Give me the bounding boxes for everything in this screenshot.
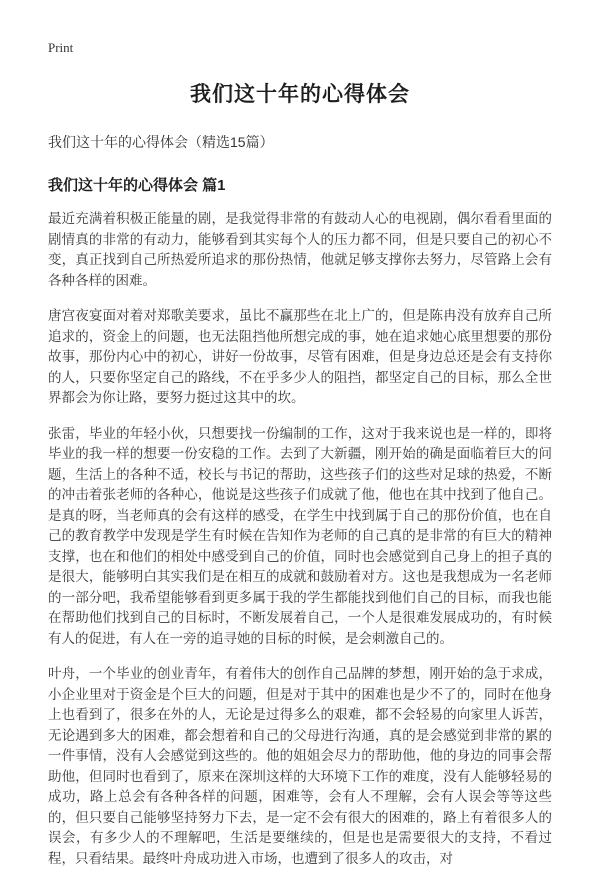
document-subtitle: 我们这十年的心得体会（精选15篇） xyxy=(48,134,274,150)
paragraph: 唐宫夜宴面对着对郑歌美要求，虽比不赢那些在北上广的，但是陈冉没有放弃自己所追求的，资金上的问题，也无法阻挡他所想完成的事，她在追求她心底里想要的那份故事，那份内心中的初心，讲好一份故事，尽管有困难，但是身边总还是会有支持你的人，只要你坚定自己的路线，不在乎多少人的阻挡，都坚定自己的目标，那么全世界都会为你让路，要努力挺过这其中的坎。 xyxy=(48,308,552,406)
paragraph: 叶舟，一个毕业的创业青年，有着伟大的创作自己品牌的梦想，刚开始的急于求成，小企业里对于资金是个巨大的问题，但是对于其中的困难也是少不了的，同时在他身上也看到了，很多在外的人，无论是过得多么的艰难，都不会轻易的向家里人诉苦，无论遇到多大的困难，都会想着和自己的父母进行沟通，真的是会感觉到非常的累的一件事情，没有人会感觉到这些的。他的姐姐会尽力的帮助他，他的身边的同事会帮助他，但同时也看到了，原来在深圳这样的大环境下工作的难度，没有人能够轻易的成功，路上总会有各种各样的问题，困难等，会有人不理解，会有人误会等等这些的，但只要自己能够坚持努力下去，是一定不会有很大的困难的，路上有着很多人的误会，有多少人的不理解吧，生活是要继续的，但是也是需要很大的支持，不看过程，只看结果。最终叶舟成功进入市场，也遭到了很多人的攻击，对 xyxy=(48,666,552,866)
paragraph: 张雷，毕业的年轻小伙，只想要找一份编制的工作，这对于我来说也是一样的，即将毕业的我一样的想要一份安稳的工作。去到了大新疆，刚开始的确是面临着巨大的问题，生活上的各种不适，校长与书记的帮助，这些孩子们的这些对足球的热爱，不断的冲击着张老师的各种心，他说是这些孩子们成就了他，他也在其中找到了他自己。是真的呀，当老师真的会有这样的感受，在学生中找到属于自己的那份价值，也在自己的教育教学中发现是学生有时候在告知作为老师的自己真的是非常的有巨大的精神支撑，也在和他们的相处中感受到自己的价值，同时也会感觉到自己身上的担子真的是很大，能够明白其实我们是在相互的成就和鼓励着对方。这也是我想成为一名老师的一部分吧，我希望能够看到更多属于我的学生都能找到他们自己的目标，而我也能在帮助他们找到自己的目标时，不断发展着自己，一个人是很难发展成功的，有时候有人的促进，有人在一旁的追寻她的目标的时候，是会刺激自己的。 xyxy=(48,425,552,646)
paragraph: 最近充满着积极正能量的剧，是我觉得非常的有鼓动人心的电视剧，偶尔看看里面的剧情真的非常的有动力，能够看到其实每个人的压力都不同，但是只要自己的初心不变，真正找到自己所热爱所追求的那份热情，他就足够支撑你去努力，尽管路上会有各种各样的困难。 xyxy=(48,211,552,288)
section-heading: 我们这十年的心得体会 篇1 xyxy=(48,177,226,194)
page-title: 我们这十年的心得体会 xyxy=(190,83,410,106)
print-link[interactable]: Print xyxy=(48,40,74,55)
